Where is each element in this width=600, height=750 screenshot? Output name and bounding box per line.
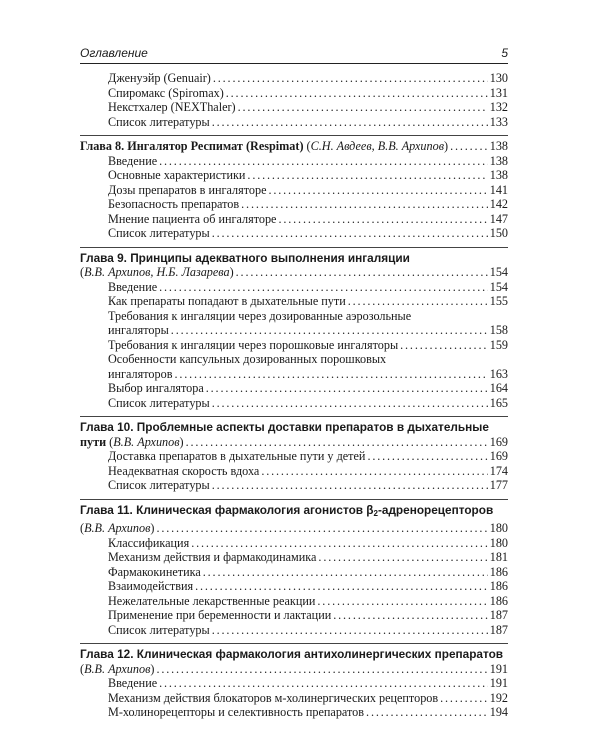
chapter-divider	[80, 135, 508, 136]
chapter-12-title[interactable]: Глава 12. Клиническая фармакология антихолинергических препаратов	[80, 647, 504, 661]
toc-entry[interactable]: Список литературы . . . 150	[80, 226, 508, 241]
header-rule	[80, 63, 508, 64]
toc-entry[interactable]: М-холинорецепторы и селективность препаратов . . . 194	[80, 705, 508, 720]
toc-entry[interactable]: Список литературы . . . 133	[80, 115, 508, 130]
chapter-divider	[80, 247, 508, 248]
running-header	[80, 42, 508, 64]
toc-entry[interactable]: Механизм действия блокаторов м-холинергических рецепторов . . . 192	[80, 691, 508, 706]
chapter-11-authors[interactable]: (В.В. Архипов) . . . 180	[80, 521, 508, 536]
toc-entry[interactable]: Список литературы . . . 187	[80, 623, 508, 638]
chapter-12-authors[interactable]: (В.В. Архипов) . . . 191	[80, 662, 508, 677]
chapter-divider	[80, 499, 508, 500]
toc-entry[interactable]: Основные характеристики . . . 138	[80, 168, 508, 183]
toc-entry[interactable]: Взаимодействия . . . 186	[80, 579, 508, 594]
toc-entry[interactable]: Список литературы . . . 177	[80, 478, 508, 493]
toc-entry[interactable]: Классификация . . . 180	[80, 536, 508, 551]
toc-entry[interactable]: Применение при беременности и лактации . . . 187	[80, 608, 508, 623]
toc-entry[interactable]: ингаляторы . . . 158	[80, 323, 508, 338]
table-of-contents	[80, 71, 508, 720]
page-number: 5	[501, 46, 508, 60]
toc-entry[interactable]: Введение . . . 154	[80, 280, 508, 295]
chapter-9-title[interactable]: Глава 9. Принципы адекватного выполнения ингаляции	[80, 250, 410, 265]
toc-entry[interactable]: Требования к ингаляции через порошковые ингаляторы . . . 159	[80, 338, 508, 353]
toc-entry[interactable]: Нежелательные лекарственные реакции . . . 186	[80, 594, 508, 609]
toc-entry[interactable]: Дженуэйр (Genuair) . . . 130	[80, 71, 508, 86]
toc-entry[interactable]: Неадекватная скорость вдоха . . . 174	[80, 464, 508, 479]
toc-entry[interactable]: Как препараты попадают в дыхательные пути . . . 155	[80, 294, 508, 309]
chapter-10-title[interactable]: Глава 10. Проблемные аспекты доставки препаратов в дыхательные	[80, 420, 489, 434]
toc-entry-line[interactable]: Требования к ингаляции через дозированные аэрозольные	[108, 308, 412, 323]
toc-entry[interactable]: Введение . . . 191	[80, 676, 508, 691]
chapter-8-heading[interactable]: Глава 8. Ингалятор Респимат (Respimat) (С.Н. Авдеев, В.В. Архипов) . . . 138	[80, 139, 508, 154]
toc-entry[interactable]: ингаляторов . . . 163	[80, 367, 508, 382]
toc-entry[interactable]: Дозы препаратов в ингаляторе . . . 141	[80, 183, 508, 198]
chapter-divider	[80, 643, 508, 644]
chapter-11-title[interactable]: Глава 11. Клиническая фармакология агонистов $\beta_2$-адренорецепторов	[80, 502, 494, 518]
chapter-10-heading[interactable]: пути (В.В. Архипов) . . . 169	[80, 435, 508, 450]
toc-entry[interactable]: Введение . . . 138	[80, 154, 508, 169]
running-header-title: Оглавление	[80, 46, 148, 60]
toc-entry-line[interactable]: Особенности капсульных дозированных порошковых	[108, 352, 387, 366]
toc-entry[interactable]: Список литературы . . . 165	[80, 396, 508, 411]
toc-entry[interactable]: Спиромакс (Spiromax) . . . 131	[80, 86, 508, 101]
chapter-divider	[80, 416, 508, 417]
chapter-9-authors[interactable]: (В.В. Архипов, Н.Б. Лазарева) . . . 154	[80, 265, 508, 280]
toc-entry[interactable]: Некстхалер (NEXThaler) . . . 132	[80, 100, 508, 115]
toc-entry[interactable]: Мнение пациента об ингаляторе . . . 147	[80, 212, 508, 227]
toc-entry[interactable]: Механизм действия и фармакодинамика . . . 181	[80, 550, 508, 565]
toc-entry[interactable]: Выбор ингалятора . . . 164	[80, 381, 508, 396]
toc-entry[interactable]: Фармакокинетика . . . 186	[80, 565, 508, 580]
toc-entry[interactable]: Доставка препаратов в дыхательные пути у детей . . . 169	[80, 449, 508, 464]
toc-entry[interactable]: Безопасность препаратов . . . 142	[80, 197, 508, 212]
